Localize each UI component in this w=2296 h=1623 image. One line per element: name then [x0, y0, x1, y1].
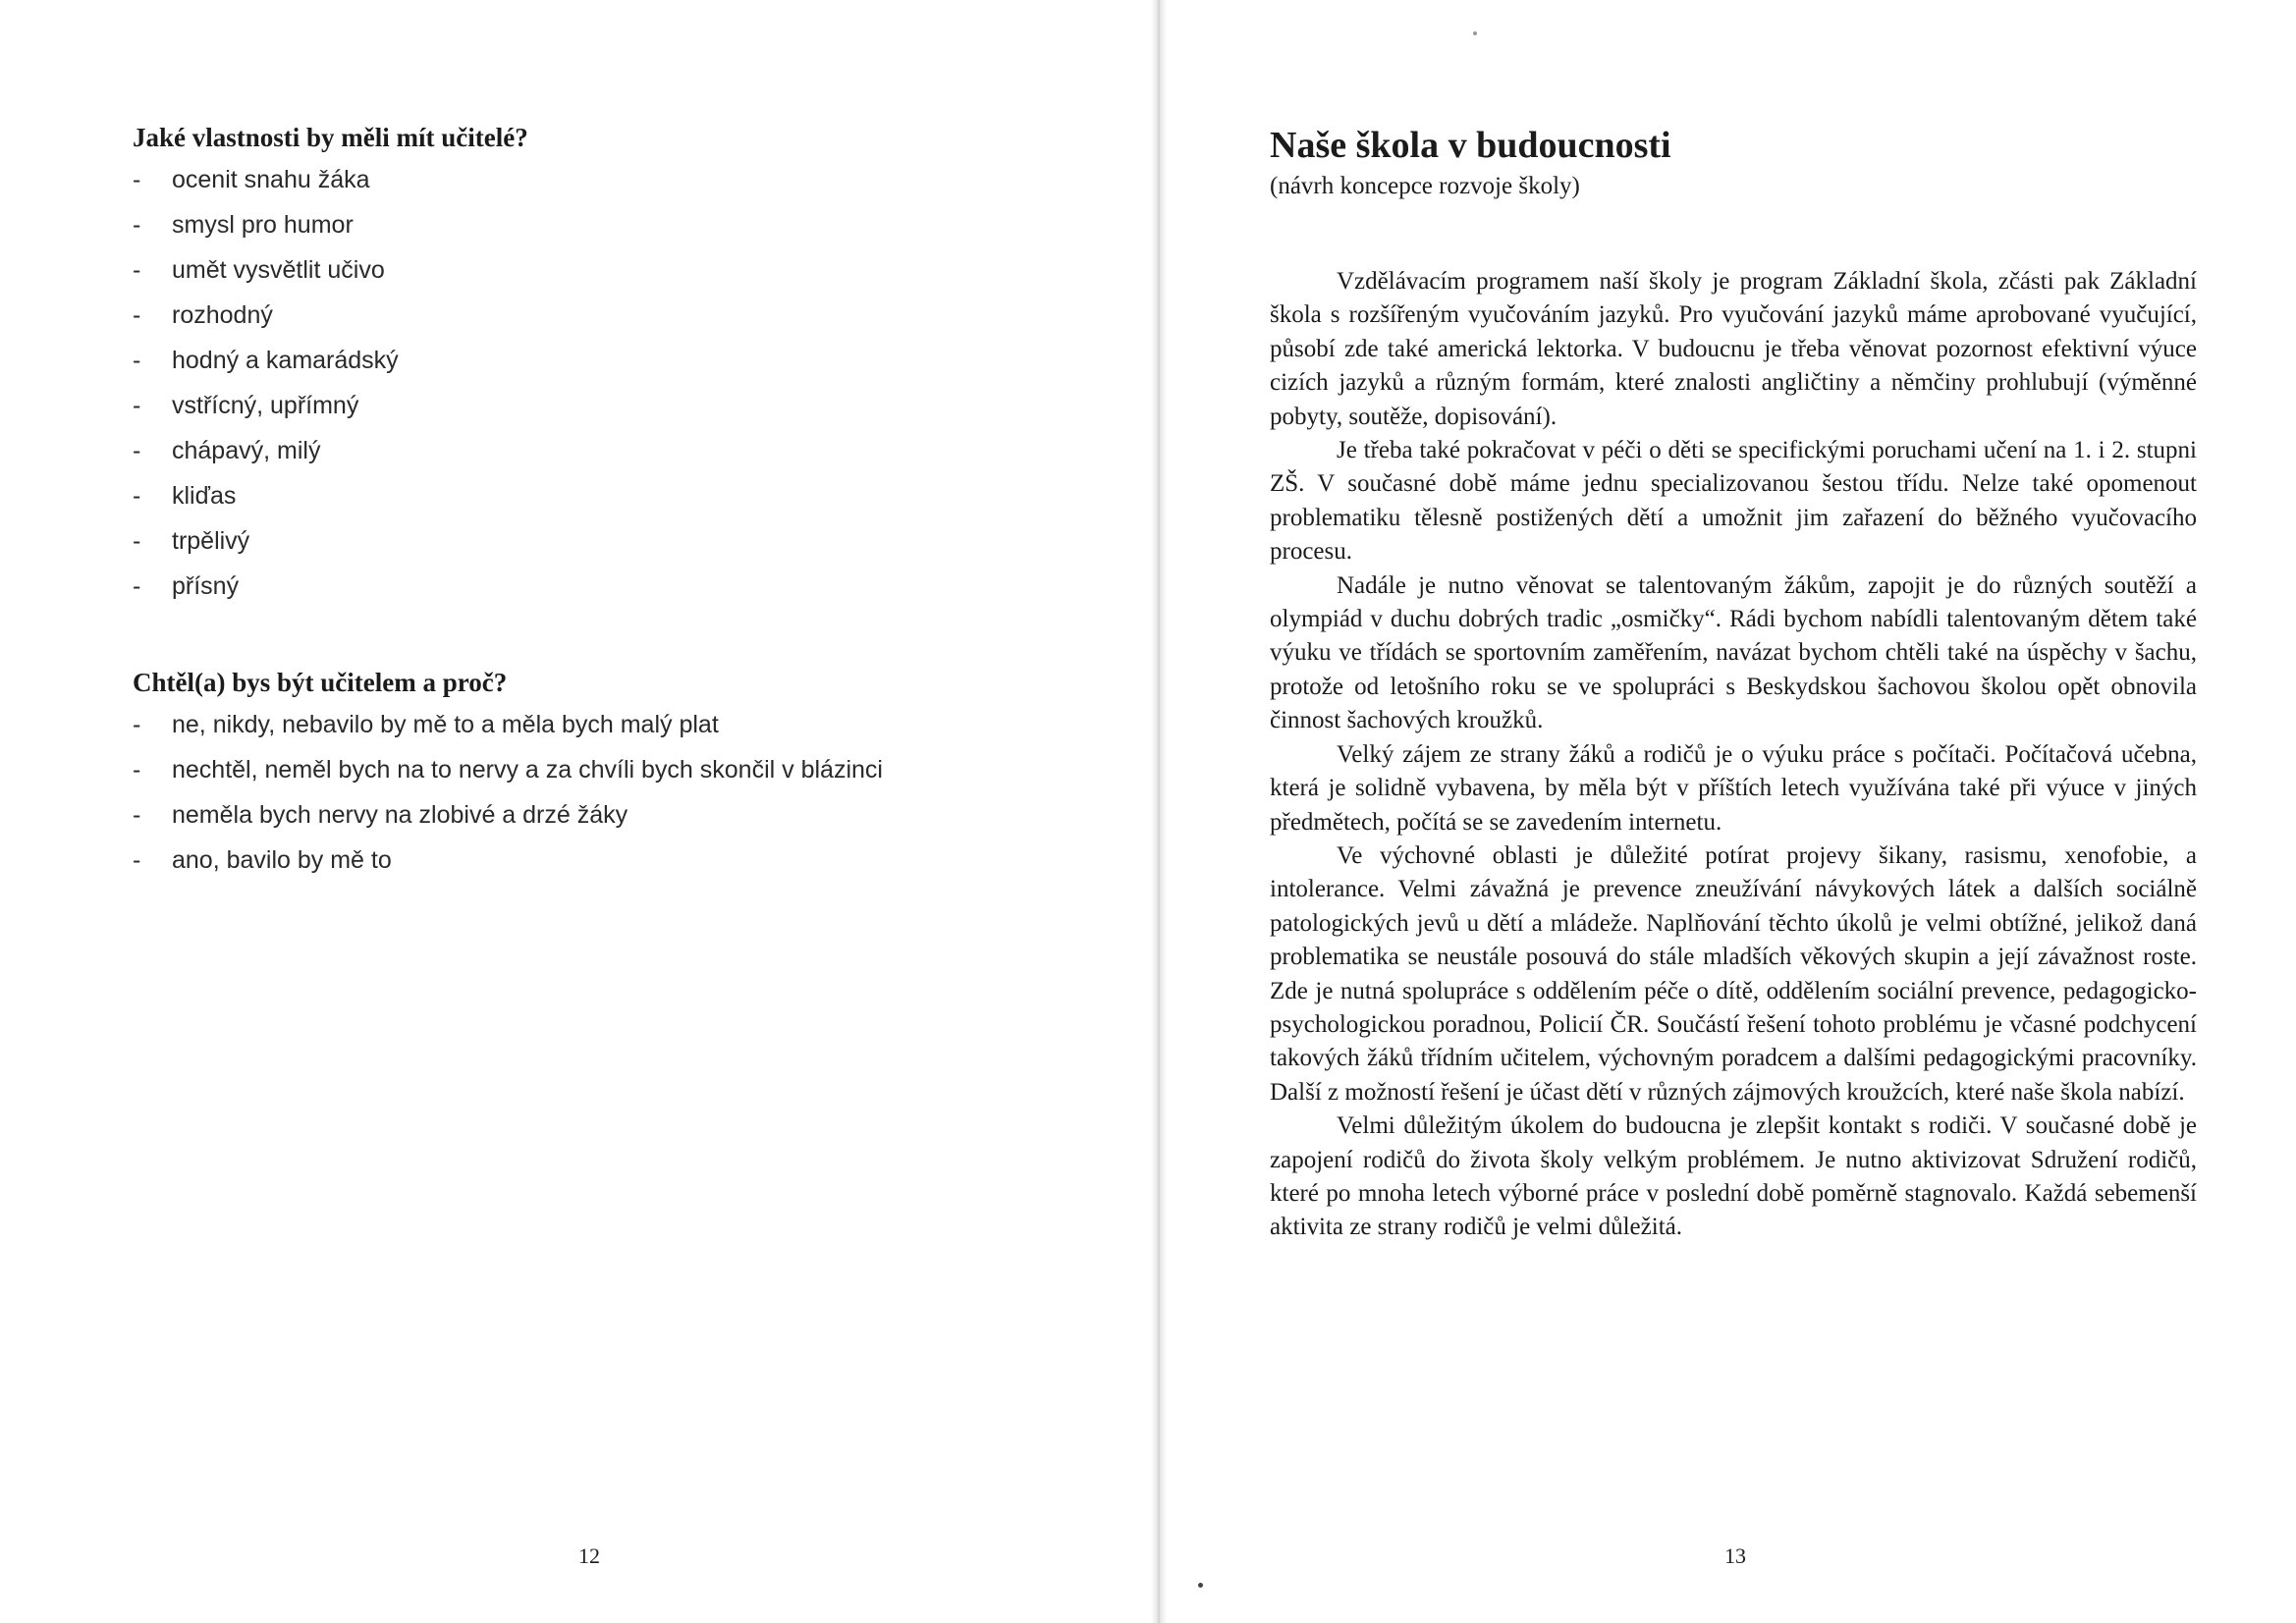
- paragraph-talented-pupils: Nadále je nutno věnovat se talentovaným žákům, zapojit je do různých soutěží a olympiád v duchu dobrých tradic „osmičky“. Rádi bychom nabídli talentovaným dětem také výuku ve třídách se sportovním zaměřením, navázat bychom chtěli také na úspěchy v šachu, protože od letošního roku se ve spolupráci s Beskydskou šachovou školou opět obnovila činnost šachových kroužků.: [1270, 571, 2197, 734]
- list-item-text: chápavý, milý: [172, 437, 321, 464]
- list-dash: -: [133, 166, 141, 193]
- list-item-text: nechtěl, neměl bych na to nervy a za chvíli bych skončil v blázinci: [172, 756, 883, 784]
- list-item: [133, 157, 957, 202]
- list-item: [133, 293, 957, 338]
- list-dash: -: [133, 482, 141, 510]
- teacher-qualities-heading: Jaké vlastnosti by měli mít učitelé?: [133, 123, 528, 152]
- paragraph-education: Ve výchovné oblasti je důležité potírat projevy šikany, rasismu, xenofobie, a intolerance. Velmi závažná je prevence zneužívání návykových látek a dalších sociálně patologických jevů u dětí a mládeže. Naplňování těchto úkolů je velmi obtížné, jelikož daná problematika se neustále posouvá do stále mladších věkových skupin a její závažnost roste. Zde je nutná spolupráce s oddělením péče o dítě, oddělením sociální prevence, pedagogicko-psychologickou poradnou, Policií ČR. Součástí řešení tohoto problému je včasné podchycení takových žáků třídním učitelem, výchovným poradcem a dalšími pedagogickými pracovníky. Další z možností řešení je účast dětí v různých zájmových kroužcích, které naše škola nabízí.: [1270, 841, 2197, 1106]
- list-item: [133, 383, 957, 428]
- list-dash: -: [133, 572, 141, 600]
- become-teacher-section: [133, 663, 957, 883]
- list-item: [133, 792, 957, 838]
- list-item: [133, 338, 957, 383]
- list-item-text: ano, bavilo by mě to: [172, 846, 392, 874]
- paragraph-languages: Vzdělávacím programem naší školy je program Základní škola, zčásti pak Základní škola s rozšířeným vyučováním jazyků. Pro vyučování jazyků máme aprobované vyučující, působí zde také americká lektorka. V budoucnu je třeba věnovat pozornost efektivní výuce cizích jazyků a různým formám, které znalosti angličtiny a němčiny prohlubují (výměnné pobyty, soutěže, dopisování).: [1270, 268, 2197, 430]
- paragraph-parents: Velmi důležitým úkolem do budoucna je zlepšit kontakt s rodiči. V současné době je zapojení rodičů do života školy velkým problémem. Je nutno aktivizovat Sdružení rodičů, které po mnoha letech výborné práce v poslední době poměrně stagnovalo. Každá sebemenší aktivita ze strany rodičů je velmi důležitá.: [1270, 1112, 2197, 1241]
- page-number-right: 13: [1724, 1543, 1746, 1568]
- list-dash: -: [133, 711, 141, 738]
- list-item: [133, 747, 957, 792]
- become-teacher-list: [133, 702, 957, 883]
- list-item: [133, 247, 957, 293]
- right-page: [1159, 0, 2296, 1623]
- list-dash: -: [133, 527, 141, 555]
- list-item: [133, 702, 957, 747]
- scan-speck: [1473, 31, 1477, 35]
- scan-speck: [1198, 1583, 1203, 1588]
- list-dash: -: [133, 437, 141, 464]
- teacher-qualities-section: [133, 118, 957, 609]
- list-item-text: vstřícný, upřímný: [172, 392, 359, 419]
- page-title: Naše škola v budoucnosti: [1270, 125, 1671, 166]
- list-item-text: trpělivý: [172, 527, 250, 555]
- list-item: [133, 202, 957, 247]
- list-item-text: rozhodný: [172, 301, 273, 329]
- list-item: [133, 564, 957, 609]
- page-subtitle: (návrh koncepce rozvoje školy): [1270, 173, 1580, 199]
- list-item: [133, 473, 957, 518]
- list-item-text: umět vysvětlit učivo: [172, 256, 385, 284]
- article-body: [1270, 265, 2197, 1245]
- list-item-text: ocenit snahu žáka: [172, 166, 370, 193]
- list-dash: -: [133, 756, 141, 784]
- list-dash: -: [133, 211, 141, 239]
- list-dash: -: [133, 301, 141, 329]
- list-item: [133, 838, 957, 883]
- list-dash: -: [133, 801, 141, 829]
- paragraph-special-needs: Je třeba také pokračovat v péči o děti se specifickými poruchami učení na 1. i 2. stupni ZŠ. V současné době máme jednu specializovanou šestou třídu. Nelze také opomenout problematiku tělesně postižených dětí a umožnit jim zařazení do běžného vyučovacího procesu.: [1270, 437, 2197, 566]
- page-number-left: 12: [578, 1543, 600, 1568]
- list-item-text: ne, nikdy, nebavilo by mě to a měla bych malý plat: [172, 711, 719, 738]
- list-item-text: neměla bych nervy na zlobivé a drzé žáky: [172, 801, 629, 829]
- list-item-text: přísný: [172, 572, 240, 600]
- list-item-text: smysl pro humor: [172, 211, 354, 239]
- list-item: [133, 428, 957, 473]
- list-dash: -: [133, 392, 141, 419]
- list-dash: -: [133, 347, 141, 374]
- become-teacher-heading: Chtěl(a) bys být učitelem a proč?: [133, 668, 508, 697]
- list-dash: -: [133, 846, 141, 874]
- list-dash: -: [133, 256, 141, 284]
- list-item-text: kliďas: [172, 482, 237, 510]
- list-item-text: hodný a kamarádský: [172, 347, 399, 374]
- teacher-qualities-list: [133, 157, 957, 609]
- list-item: [133, 518, 957, 564]
- paragraph-computers: Velký zájem ze strany žáků a rodičů je o výuku práce s počítači. Počítačová učebna, která je solidně vybavena, by měla být v příštích letech využívána také při výuce v jiných předmětech, počítá se se zavedením internetu.: [1270, 740, 2197, 836]
